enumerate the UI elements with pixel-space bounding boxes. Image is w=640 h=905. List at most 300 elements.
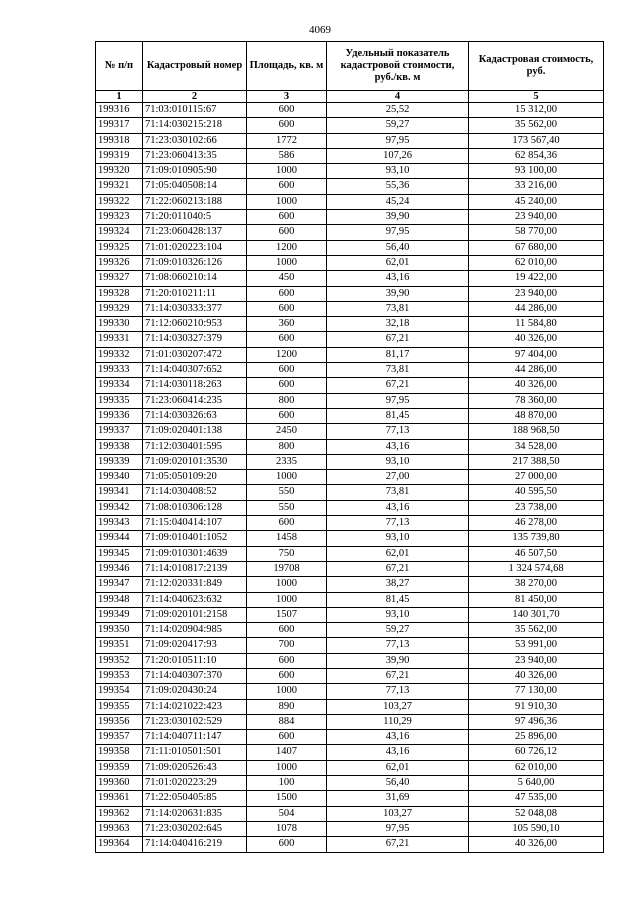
area-cell: 2450 xyxy=(247,424,327,439)
cadastral-cost-cell: 23 940,00 xyxy=(469,286,604,301)
area-cell: 1772 xyxy=(247,133,327,148)
cadastral-number-cell: 71:09:010905:90 xyxy=(143,164,247,179)
table-row xyxy=(96,821,604,836)
cadastral-cost-cell: 62 010,00 xyxy=(469,255,604,270)
table-row xyxy=(96,393,604,408)
area-cell: 19708 xyxy=(247,561,327,576)
cadastral-cost-cell: 25 896,00 xyxy=(469,730,604,745)
table-header xyxy=(96,42,604,103)
cadastral-cost-cell: 217 388,50 xyxy=(469,454,604,469)
specific-value-cell: 93,10 xyxy=(327,164,469,179)
cadastral-cost-cell: 46 507,50 xyxy=(469,546,604,561)
cadastral-number-cell: 71:20:010511:10 xyxy=(143,653,247,668)
row-number-cell: 199338 xyxy=(96,439,143,454)
cadastral-number-cell: 71:15:040414:107 xyxy=(143,516,247,531)
specific-value-cell: 27,00 xyxy=(327,470,469,485)
cadastral-number-cell: 71:01:030207:472 xyxy=(143,347,247,362)
cadastral-cost-cell: 34 528,00 xyxy=(469,439,604,454)
area-cell: 360 xyxy=(247,317,327,332)
specific-value-cell: 93,10 xyxy=(327,531,469,546)
cadastral-number-cell: 71:23:060428:137 xyxy=(143,225,247,240)
row-number-cell: 199345 xyxy=(96,546,143,561)
table-row xyxy=(96,791,604,806)
cadastral-cost-cell: 23 940,00 xyxy=(469,653,604,668)
specific-value-cell: 31,69 xyxy=(327,791,469,806)
specific-value-cell: 73,81 xyxy=(327,301,469,316)
row-number-cell: 199357 xyxy=(96,730,143,745)
specific-value-cell: 38,27 xyxy=(327,577,469,592)
cadastral-number-cell: 71:14:030408:52 xyxy=(143,485,247,500)
column-number: 4 xyxy=(327,91,469,103)
table-row xyxy=(96,638,604,653)
row-number-cell: 199351 xyxy=(96,638,143,653)
row-number-cell: 199346 xyxy=(96,561,143,576)
area-cell: 450 xyxy=(247,271,327,286)
cadastral-cost-cell: 40 326,00 xyxy=(469,668,604,683)
table-row xyxy=(96,561,604,576)
area-cell: 600 xyxy=(247,837,327,852)
specific-value-cell: 43,16 xyxy=(327,745,469,760)
table-row xyxy=(96,317,604,332)
table-row xyxy=(96,148,604,163)
specific-value-cell: 103,27 xyxy=(327,699,469,714)
row-number-cell: 199327 xyxy=(96,271,143,286)
specific-value-cell: 97,95 xyxy=(327,225,469,240)
cadastral-cost-cell: 48 870,00 xyxy=(469,408,604,423)
specific-value-cell: 43,16 xyxy=(327,439,469,454)
table-row xyxy=(96,470,604,485)
specific-value-cell: 81,45 xyxy=(327,408,469,423)
specific-value-cell: 81,45 xyxy=(327,592,469,607)
cadastral-number-cell: 71:01:020223:29 xyxy=(143,776,247,791)
area-cell: 600 xyxy=(247,103,327,118)
specific-value-cell: 103,27 xyxy=(327,806,469,821)
specific-value-cell: 32,18 xyxy=(327,317,469,332)
cadastral-number-cell: 71:23:030102:66 xyxy=(143,133,247,148)
cadastral-number-cell: 71:14:030333:377 xyxy=(143,301,247,316)
column-number: 1 xyxy=(96,91,143,103)
area-cell: 800 xyxy=(247,439,327,454)
specific-value-cell: 107,26 xyxy=(327,148,469,163)
cadastral-cost-cell: 35 562,00 xyxy=(469,623,604,638)
cadastral-number-cell: 71:05:040508:14 xyxy=(143,179,247,194)
area-cell: 600 xyxy=(247,286,327,301)
area-cell: 586 xyxy=(247,148,327,163)
row-number-cell: 199347 xyxy=(96,577,143,592)
table-row xyxy=(96,500,604,515)
specific-value-cell: 59,27 xyxy=(327,118,469,133)
specific-value-cell: 77,13 xyxy=(327,638,469,653)
row-number-cell: 199349 xyxy=(96,607,143,622)
cadastral-number-cell: 71:22:050405:85 xyxy=(143,791,247,806)
row-number-cell: 199358 xyxy=(96,745,143,760)
specific-value-cell: 97,95 xyxy=(327,133,469,148)
row-number-cell: 199342 xyxy=(96,500,143,515)
cadastral-table xyxy=(95,41,604,853)
specific-value-cell: 77,13 xyxy=(327,684,469,699)
row-number-cell: 199331 xyxy=(96,332,143,347)
specific-value-cell: 56,40 xyxy=(327,240,469,255)
area-cell: 600 xyxy=(247,301,327,316)
row-number-cell: 199335 xyxy=(96,393,143,408)
specific-value-cell: 97,95 xyxy=(327,393,469,408)
row-number-cell: 199355 xyxy=(96,699,143,714)
area-cell: 1078 xyxy=(247,821,327,836)
cadastral-number-cell: 71:20:011040:5 xyxy=(143,210,247,225)
row-number-cell: 199340 xyxy=(96,470,143,485)
table-row xyxy=(96,286,604,301)
cadastral-number-cell: 71:14:040711:147 xyxy=(143,730,247,745)
area-cell: 1000 xyxy=(247,194,327,209)
cadastral-number-cell: 71:22:060213:188 xyxy=(143,194,247,209)
row-number-cell: 199326 xyxy=(96,255,143,270)
area-cell: 550 xyxy=(247,485,327,500)
row-number-cell: 199360 xyxy=(96,776,143,791)
cadastral-cost-cell: 40 595,50 xyxy=(469,485,604,500)
cadastral-cost-cell: 23 940,00 xyxy=(469,210,604,225)
table-row xyxy=(96,194,604,209)
row-number-cell: 199323 xyxy=(96,210,143,225)
specific-value-cell: 67,21 xyxy=(327,561,469,576)
cadastral-cost-cell: 38 270,00 xyxy=(469,577,604,592)
table-row xyxy=(96,103,604,118)
cadastral-number-cell: 71:23:060413:35 xyxy=(143,148,247,163)
table-row xyxy=(96,408,604,423)
area-cell: 750 xyxy=(247,546,327,561)
cadastral-number-cell: 71:11:010501:501 xyxy=(143,745,247,760)
area-cell: 600 xyxy=(247,179,327,194)
cadastral-cost-cell: 1 324 574,68 xyxy=(469,561,604,576)
area-cell: 1000 xyxy=(247,470,327,485)
row-number-cell: 199344 xyxy=(96,531,143,546)
cadastral-cost-cell: 52 048,08 xyxy=(469,806,604,821)
table-row xyxy=(96,577,604,592)
table-row xyxy=(96,745,604,760)
cadastral-number-cell: 71:14:030118:263 xyxy=(143,378,247,393)
area-cell: 504 xyxy=(247,806,327,821)
table-row xyxy=(96,516,604,531)
area-cell: 1000 xyxy=(247,592,327,607)
table-row xyxy=(96,240,604,255)
specific-value-cell: 56,40 xyxy=(327,776,469,791)
specific-value-cell: 25,52 xyxy=(327,103,469,118)
cadastral-cost-cell: 27 000,00 xyxy=(469,470,604,485)
row-number-cell: 199361 xyxy=(96,791,143,806)
row-number-cell: 199341 xyxy=(96,485,143,500)
row-number-cell: 199325 xyxy=(96,240,143,255)
row-number-cell: 199356 xyxy=(96,714,143,729)
cadastral-number-cell: 71:14:040307:370 xyxy=(143,668,247,683)
cadastral-cost-cell: 77 130,00 xyxy=(469,684,604,699)
row-number-cell: 199350 xyxy=(96,623,143,638)
table-row xyxy=(96,271,604,286)
cadastral-cost-cell: 173 567,40 xyxy=(469,133,604,148)
cadastral-number-cell: 71:12:060210:953 xyxy=(143,317,247,332)
specific-value-cell: 73,81 xyxy=(327,363,469,378)
table-row xyxy=(96,592,604,607)
cadastral-cost-cell: 44 286,00 xyxy=(469,363,604,378)
cadastral-cost-cell: 93 100,00 xyxy=(469,164,604,179)
header-area: Площадь, кв. м xyxy=(247,42,327,91)
specific-value-cell: 93,10 xyxy=(327,454,469,469)
area-cell: 890 xyxy=(247,699,327,714)
area-cell: 1000 xyxy=(247,255,327,270)
cadastral-cost-cell: 53 991,00 xyxy=(469,638,604,653)
table-row xyxy=(96,684,604,699)
header-cadastral-number: Кадастровый номер xyxy=(143,42,247,91)
specific-value-cell: 62,01 xyxy=(327,255,469,270)
cadastral-cost-cell: 135 739,80 xyxy=(469,531,604,546)
specific-value-cell: 81,17 xyxy=(327,347,469,362)
table-row xyxy=(96,623,604,638)
area-cell: 600 xyxy=(247,668,327,683)
specific-value-cell: 43,16 xyxy=(327,500,469,515)
specific-value-cell: 67,21 xyxy=(327,378,469,393)
specific-value-cell: 97,95 xyxy=(327,821,469,836)
cadastral-cost-cell: 97 404,00 xyxy=(469,347,604,362)
cadastral-cost-cell: 33 216,00 xyxy=(469,179,604,194)
row-number-cell: 199337 xyxy=(96,424,143,439)
cadastral-number-cell: 71:12:030401:595 xyxy=(143,439,247,454)
cadastral-cost-cell: 5 640,00 xyxy=(469,776,604,791)
specific-value-cell: 67,21 xyxy=(327,332,469,347)
area-cell: 600 xyxy=(247,118,327,133)
specific-value-cell: 67,21 xyxy=(327,837,469,852)
specific-value-cell: 77,13 xyxy=(327,516,469,531)
area-cell: 600 xyxy=(247,653,327,668)
header-cadastral-cost: Кадастровая стоимость, руб. xyxy=(469,42,604,91)
column-number: 2 xyxy=(143,91,247,103)
cadastral-cost-cell: 97 496,36 xyxy=(469,714,604,729)
area-cell: 1000 xyxy=(247,577,327,592)
table-row xyxy=(96,118,604,133)
area-cell: 600 xyxy=(247,210,327,225)
row-number-cell: 199354 xyxy=(96,684,143,699)
table-body xyxy=(96,103,604,853)
area-cell: 600 xyxy=(247,332,327,347)
cadastral-cost-cell: 62 010,00 xyxy=(469,760,604,775)
table-row xyxy=(96,730,604,745)
table-row xyxy=(96,210,604,225)
cadastral-number-cell: 71:09:020430:24 xyxy=(143,684,247,699)
table-row xyxy=(96,363,604,378)
cadastral-number-cell: 71:09:010301:4639 xyxy=(143,546,247,561)
cadastral-cost-cell: 40 326,00 xyxy=(469,332,604,347)
cadastral-number-cell: 71:09:020101:3530 xyxy=(143,454,247,469)
row-number-cell: 199334 xyxy=(96,378,143,393)
area-cell: 1200 xyxy=(247,240,327,255)
cadastral-number-cell: 71:14:040416:219 xyxy=(143,837,247,852)
row-number-cell: 199316 xyxy=(96,103,143,118)
cadastral-cost-cell: 40 326,00 xyxy=(469,378,604,393)
specific-value-cell: 110,29 xyxy=(327,714,469,729)
cadastral-cost-cell: 23 738,00 xyxy=(469,500,604,515)
row-number-cell: 199328 xyxy=(96,286,143,301)
cadastral-number-cell: 71:20:010211:11 xyxy=(143,286,247,301)
row-number-cell: 199333 xyxy=(96,363,143,378)
table-row xyxy=(96,378,604,393)
specific-value-cell: 59,27 xyxy=(327,623,469,638)
cadastral-number-cell: 71:03:010115:67 xyxy=(143,103,247,118)
cadastral-number-cell: 71:05:050109:20 xyxy=(143,470,247,485)
area-cell: 600 xyxy=(247,363,327,378)
cadastral-cost-cell: 60 726,12 xyxy=(469,745,604,760)
table-row xyxy=(96,546,604,561)
specific-value-cell: 62,01 xyxy=(327,760,469,775)
cadastral-cost-cell: 105 590,10 xyxy=(469,821,604,836)
area-cell: 1458 xyxy=(247,531,327,546)
cadastral-number-cell: 71:14:040307:652 xyxy=(143,363,247,378)
row-number-cell: 199317 xyxy=(96,118,143,133)
cadastral-cost-cell: 44 286,00 xyxy=(469,301,604,316)
cadastral-number-cell: 71:14:020904:985 xyxy=(143,623,247,638)
table-row xyxy=(96,653,604,668)
area-cell: 2335 xyxy=(247,454,327,469)
table-row xyxy=(96,424,604,439)
row-number-cell: 199362 xyxy=(96,806,143,821)
table-row xyxy=(96,760,604,775)
table-row xyxy=(96,454,604,469)
specific-value-cell: 39,90 xyxy=(327,286,469,301)
row-number-cell: 199343 xyxy=(96,516,143,531)
cadastral-cost-cell: 78 360,00 xyxy=(469,393,604,408)
area-cell: 550 xyxy=(247,500,327,515)
specific-value-cell: 62,01 xyxy=(327,546,469,561)
specific-value-cell: 43,16 xyxy=(327,271,469,286)
cadastral-cost-cell: 140 301,70 xyxy=(469,607,604,622)
specific-value-cell: 73,81 xyxy=(327,485,469,500)
table-row xyxy=(96,179,604,194)
area-cell: 1000 xyxy=(247,760,327,775)
cadastral-cost-cell: 15 312,00 xyxy=(469,103,604,118)
cadastral-cost-cell: 91 910,30 xyxy=(469,699,604,714)
area-cell: 600 xyxy=(247,730,327,745)
row-number-cell: 199364 xyxy=(96,837,143,852)
cadastral-number-cell: 71:14:010817:2139 xyxy=(143,561,247,576)
table-row xyxy=(96,332,604,347)
table-row xyxy=(96,439,604,454)
cadastral-cost-cell: 46 278,00 xyxy=(469,516,604,531)
cadastral-number-cell: 71:09:020526:43 xyxy=(143,760,247,775)
cadastral-cost-cell: 81 450,00 xyxy=(469,592,604,607)
page-number: 4069 xyxy=(309,24,331,36)
table-row xyxy=(96,806,604,821)
table-row xyxy=(96,668,604,683)
specific-value-cell: 39,90 xyxy=(327,210,469,225)
column-number-row xyxy=(96,91,604,103)
table-row xyxy=(96,301,604,316)
cadastral-cost-cell: 35 562,00 xyxy=(469,118,604,133)
row-number-cell: 199352 xyxy=(96,653,143,668)
area-cell: 1500 xyxy=(247,791,327,806)
row-number-cell: 199329 xyxy=(96,301,143,316)
cadastral-cost-cell: 45 240,00 xyxy=(469,194,604,209)
cadastral-number-cell: 71:09:020401:138 xyxy=(143,424,247,439)
row-number-cell: 199320 xyxy=(96,164,143,179)
area-cell: 1000 xyxy=(247,164,327,179)
cadastral-cost-cell: 47 535,00 xyxy=(469,791,604,806)
specific-value-cell: 93,10 xyxy=(327,607,469,622)
column-number: 3 xyxy=(247,91,327,103)
area-cell: 600 xyxy=(247,378,327,393)
row-number-cell: 199321 xyxy=(96,179,143,194)
cadastral-number-cell: 71:14:030215:218 xyxy=(143,118,247,133)
table-row xyxy=(96,347,604,362)
cadastral-number-cell: 71:14:030326:63 xyxy=(143,408,247,423)
header-specific-value: Удельный показатель кадастровой стоимости, руб./кв. м xyxy=(327,42,469,91)
cadastral-cost-cell: 188 968,50 xyxy=(469,424,604,439)
header-row-number: № п/п xyxy=(96,42,143,91)
cadastral-number-cell: 71:01:020223:104 xyxy=(143,240,247,255)
area-cell: 100 xyxy=(247,776,327,791)
cadastral-number-cell: 71:09:020101:2158 xyxy=(143,607,247,622)
specific-value-cell: 77,13 xyxy=(327,424,469,439)
column-number: 5 xyxy=(469,91,604,103)
area-cell: 700 xyxy=(247,638,327,653)
row-number-cell: 199319 xyxy=(96,148,143,163)
row-number-cell: 199336 xyxy=(96,408,143,423)
row-number-cell: 199353 xyxy=(96,668,143,683)
table-row xyxy=(96,485,604,500)
table-row xyxy=(96,133,604,148)
table-row xyxy=(96,225,604,240)
cadastral-cost-cell: 11 584,80 xyxy=(469,317,604,332)
row-number-cell: 199318 xyxy=(96,133,143,148)
table-row xyxy=(96,531,604,546)
table-row xyxy=(96,607,604,622)
area-cell: 1407 xyxy=(247,745,327,760)
cadastral-number-cell: 71:14:021022:423 xyxy=(143,699,247,714)
specific-value-cell: 39,90 xyxy=(327,653,469,668)
cadastral-cost-cell: 58 770,00 xyxy=(469,225,604,240)
cadastral-number-cell: 71:23:030102:529 xyxy=(143,714,247,729)
area-cell: 600 xyxy=(247,516,327,531)
cadastral-number-cell: 71:12:020331:849 xyxy=(143,577,247,592)
table-row xyxy=(96,714,604,729)
table-row xyxy=(96,837,604,852)
cadastral-cost-cell: 19 422,00 xyxy=(469,271,604,286)
specific-value-cell: 45,24 xyxy=(327,194,469,209)
area-cell: 884 xyxy=(247,714,327,729)
table-row xyxy=(96,699,604,714)
cadastral-number-cell: 71:23:030202:645 xyxy=(143,821,247,836)
area-cell: 600 xyxy=(247,623,327,638)
area-cell: 600 xyxy=(247,408,327,423)
header-row xyxy=(96,42,604,91)
cadastral-number-cell: 71:08:010306:128 xyxy=(143,500,247,515)
cadastral-number-cell: 71:14:040623:632 xyxy=(143,592,247,607)
cadastral-number-cell: 71:08:060210:14 xyxy=(143,271,247,286)
row-number-cell: 199348 xyxy=(96,592,143,607)
specific-value-cell: 55,36 xyxy=(327,179,469,194)
table-row xyxy=(96,776,604,791)
cadastral-number-cell: 71:09:010326:126 xyxy=(143,255,247,270)
row-number-cell: 199359 xyxy=(96,760,143,775)
table-row xyxy=(96,164,604,179)
cadastral-number-cell: 71:23:060414:235 xyxy=(143,393,247,408)
area-cell: 1200 xyxy=(247,347,327,362)
row-number-cell: 199322 xyxy=(96,194,143,209)
cadastral-cost-cell: 67 680,00 xyxy=(469,240,604,255)
cadastral-number-cell: 71:14:030327:379 xyxy=(143,332,247,347)
row-number-cell: 199332 xyxy=(96,347,143,362)
cadastral-number-cell: 71:14:020631:835 xyxy=(143,806,247,821)
cadastral-number-cell: 71:09:010401:1052 xyxy=(143,531,247,546)
area-cell: 1000 xyxy=(247,684,327,699)
area-cell: 600 xyxy=(247,225,327,240)
row-number-cell: 199339 xyxy=(96,454,143,469)
cadastral-cost-cell: 40 326,00 xyxy=(469,837,604,852)
